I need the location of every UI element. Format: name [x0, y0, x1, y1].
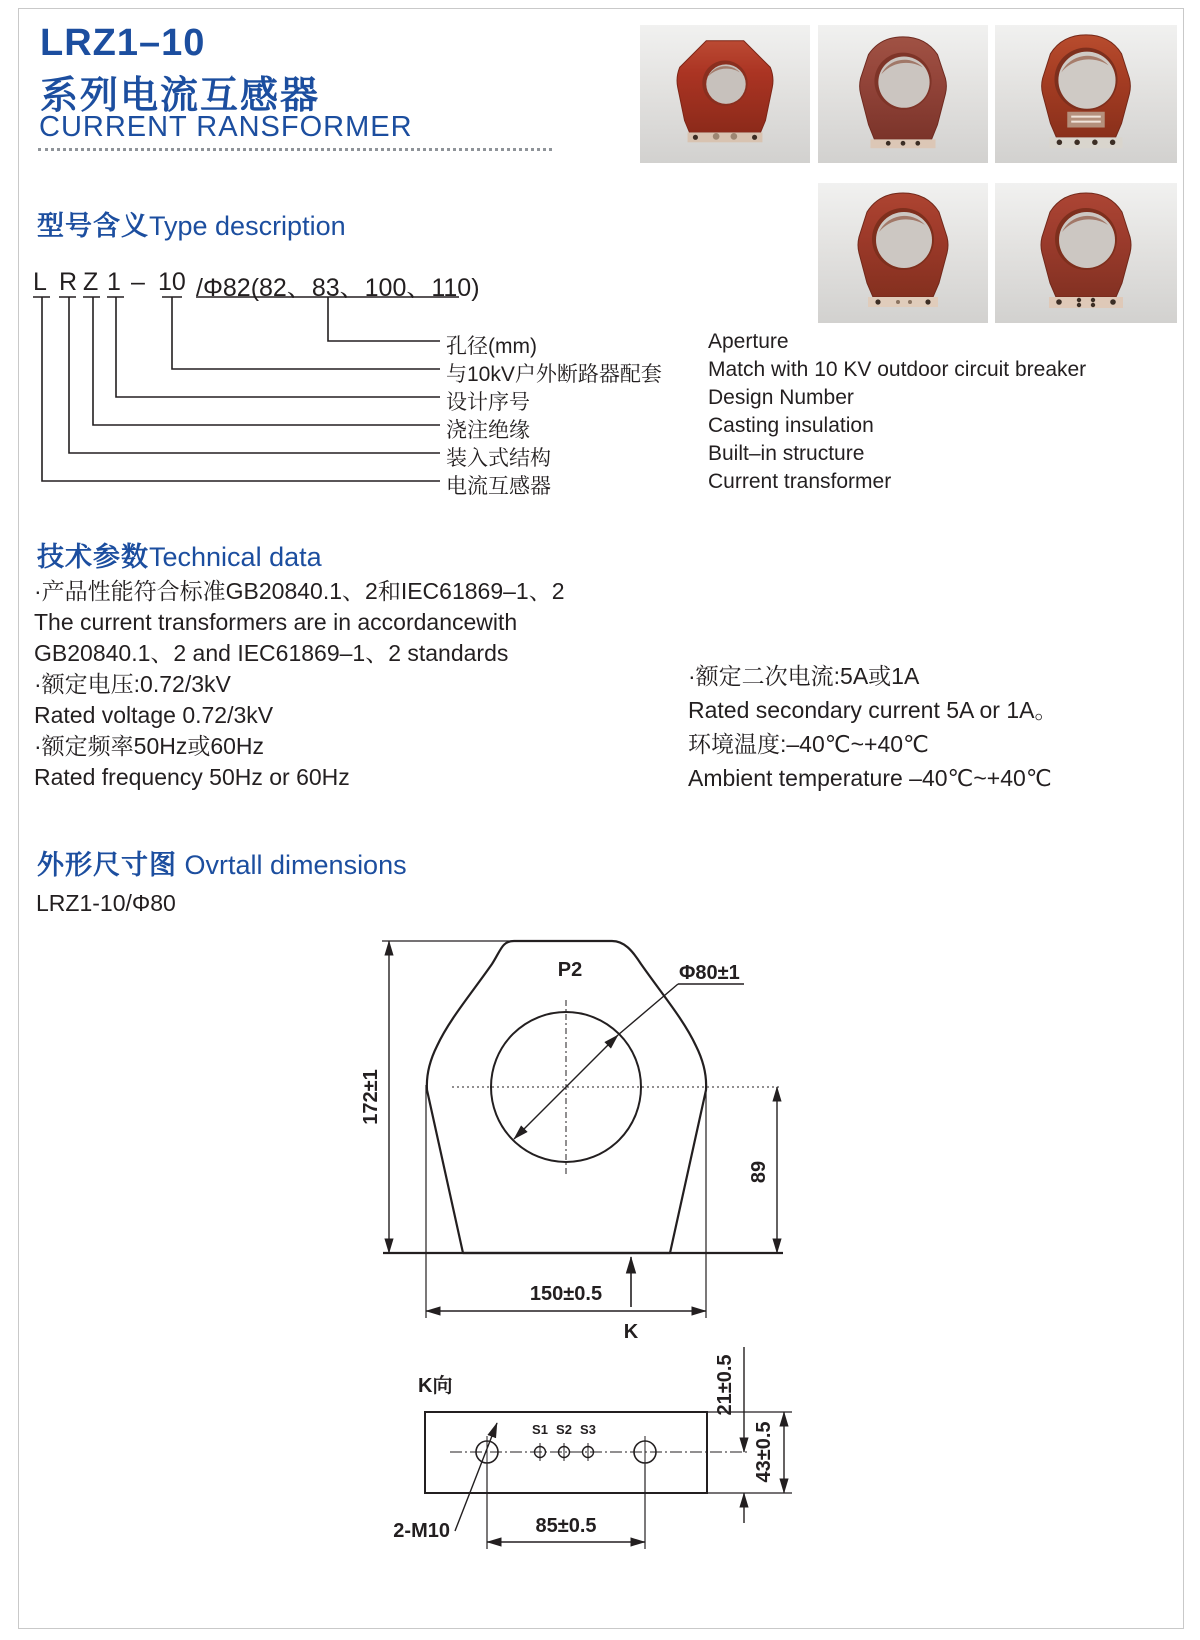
tech-line: ·额定电压:0.72/3kV	[34, 671, 231, 697]
code-part-aperture: /Φ82(82、83、100、110)	[196, 274, 480, 302]
transformer-image-5	[995, 183, 1177, 323]
label-p2: P2	[557, 959, 583, 981]
type-row-en-builtin: Built–in structure	[708, 442, 865, 465]
page-title: LRZ1–10	[40, 22, 206, 64]
heading-tech-en: Technical data	[149, 542, 322, 572]
drawing-model-label: LRZ1-10/Φ80	[36, 890, 176, 916]
tech-line: ·产品性能符合标准GB20840.1、2和IEC61869–1、2	[34, 578, 565, 604]
code-part-dash: –	[131, 268, 145, 296]
tech-line: GB20840.1、2 and IEC61869–1、2 standards	[34, 640, 509, 666]
type-row-en-breaker: Match with 10 KV outdoor circuit breaker	[708, 358, 1087, 381]
type-row-en-design: Design Number	[708, 386, 854, 409]
product-photo-3	[995, 25, 1177, 163]
label-k-view: K向	[418, 1375, 453, 1397]
dim-side-height: 89	[748, 1160, 770, 1184]
heading-tech-cn: 技术参数	[37, 542, 149, 572]
dim-diameter: Φ80±1	[679, 962, 740, 984]
section-heading-tech	[37, 535, 322, 574]
tech-data-left-column	[34, 576, 565, 793]
dim-center-offset: 21±0.5	[714, 1354, 736, 1416]
tech-line: The current transformers are in accordancewith	[34, 609, 518, 635]
dim-height: 172±1	[360, 1069, 382, 1125]
heading-dims-cn: 外形尺寸图	[37, 850, 177, 880]
label-s1: S1	[532, 1422, 548, 1437]
heading-type-cn: 型号含义	[37, 211, 149, 241]
tech-line: 环境温度:–40℃~+40℃	[688, 731, 929, 757]
code-part-R: R	[59, 268, 78, 296]
product-photo-4	[818, 183, 988, 323]
dim-mount-holes: 2-M10	[393, 1520, 450, 1542]
heading-dims-en: Ovrtall dimensions	[184, 850, 407, 880]
type-row-en-ct: Current transformer	[708, 470, 892, 493]
tech-line: Rated frequency 50Hz or 60Hz	[34, 764, 350, 790]
section-heading-type	[37, 204, 346, 243]
label-k: K	[623, 1321, 639, 1343]
type-row-cn-breaker: 与10kV户外断路器配套	[446, 363, 662, 386]
mount-holes-leader	[455, 1423, 497, 1531]
transformer-image-4	[818, 183, 988, 323]
label-s2: S2	[556, 1422, 572, 1437]
code-part-1: 1	[107, 268, 121, 296]
section-heading-dims	[37, 843, 407, 882]
code-part-L: L	[33, 268, 47, 296]
label-s3: S3	[580, 1422, 596, 1437]
page-title-series-cn: 系列电流互感器	[40, 75, 321, 117]
type-row-cn-casting: 浇注绝缘	[446, 419, 530, 442]
transformer-image-2	[818, 25, 988, 163]
code-part-Z: Z	[83, 268, 99, 296]
type-row-cn-ct: 电流互感器	[446, 475, 551, 498]
tech-line: ·额定二次电流:5A或1A	[688, 663, 920, 689]
tech-line: ·额定频率50Hz或60Hz	[34, 733, 265, 759]
tech-line: Rated voltage 0.72/3kV	[34, 702, 274, 728]
type-row-cn-design: 设计序号	[446, 391, 530, 414]
dotted-divider	[38, 148, 552, 151]
product-photo-2	[818, 25, 988, 163]
product-photo-5	[995, 183, 1177, 323]
transformer-image-1	[640, 25, 810, 163]
heading-type-en: Type description	[149, 211, 346, 241]
transformer-image-3	[995, 25, 1177, 163]
dim-hole-pitch: 85±0.5	[535, 1515, 597, 1537]
dim-base-height: 43±0.5	[753, 1421, 775, 1483]
type-row-en-casting: Casting insulation	[708, 414, 874, 437]
type-row-cn-aperture: 孔径(mm)	[446, 335, 537, 358]
code-part-10: 10	[158, 268, 186, 296]
tech-data-right-column	[688, 659, 1057, 795]
type-row-en-aperture: Aperture	[708, 330, 789, 353]
tech-line: Ambient temperature –40℃~+40℃	[688, 765, 1052, 791]
front-view-outline	[427, 941, 706, 1253]
dim-width: 150±0.5	[529, 1283, 603, 1305]
product-photo-1	[640, 25, 810, 163]
tech-line: Rated secondary current 5A or 1A。	[688, 697, 1058, 723]
type-row-cn-builtin: 装入式结构	[446, 447, 551, 470]
dimension-drawing	[330, 880, 800, 1580]
type-code-connector-lines	[30, 286, 460, 496]
page-title-en: CURRENT RANSFORMER	[39, 111, 413, 143]
